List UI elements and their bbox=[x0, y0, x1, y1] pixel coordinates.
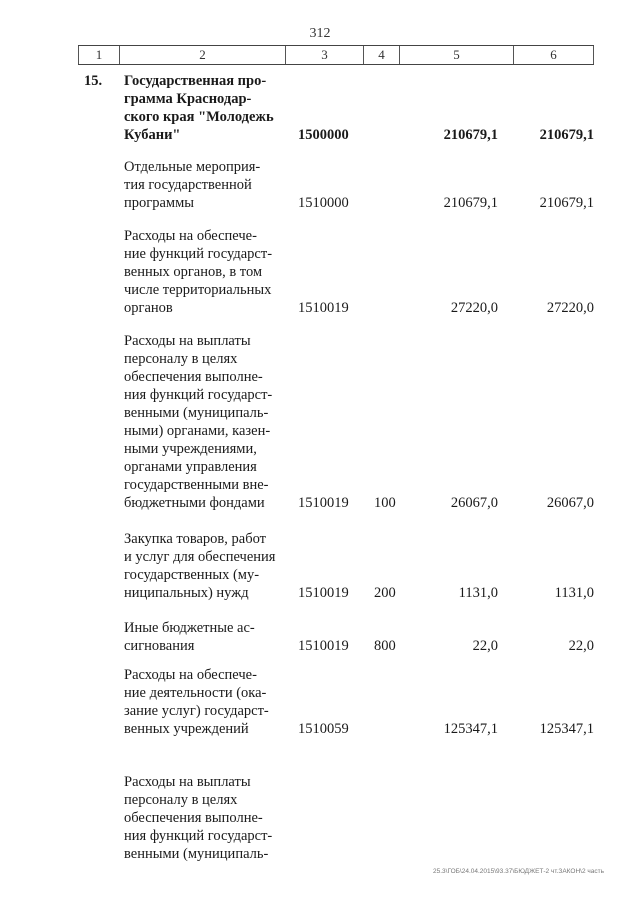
description-line: ния функций государст- bbox=[124, 387, 273, 403]
row-description bbox=[124, 332, 284, 512]
description-line: Иные бюджетные ас- bbox=[124, 620, 255, 636]
column-1-number: 1 bbox=[78, 46, 120, 64]
target-code: 1510019 bbox=[298, 585, 349, 601]
description-line: ского края "Молодежь bbox=[124, 109, 274, 125]
amount-col-6: 210679,1 bbox=[539, 127, 594, 143]
description-line: Кубани" bbox=[124, 127, 181, 143]
amount-col-6: 27220,0 bbox=[546, 300, 594, 316]
amount-col-5: 210679,1 bbox=[443, 195, 498, 211]
description-line: ными учреждениями, bbox=[124, 441, 257, 457]
amount-col-6: 26067,0 bbox=[546, 495, 594, 511]
column-6-number: 6 bbox=[514, 46, 594, 64]
description-line: государственными вне- bbox=[124, 477, 269, 493]
expense-type: 200 bbox=[374, 585, 396, 601]
description-line: венными (муниципаль- bbox=[124, 405, 269, 421]
description-line: государственных (му- bbox=[124, 567, 260, 583]
description-line: грамма Краснодар- bbox=[124, 91, 252, 107]
row-number: 15. bbox=[84, 73, 103, 89]
column-4-number: 4 bbox=[364, 46, 400, 64]
description-line: Закупка товаров, работ bbox=[124, 531, 266, 547]
description-line: программы bbox=[124, 195, 194, 211]
amount-col-5: 26067,0 bbox=[450, 495, 498, 511]
amount-col-5: 27220,0 bbox=[450, 300, 498, 316]
description-line: числе территориальных bbox=[124, 282, 272, 298]
row-description bbox=[124, 666, 284, 738]
description-line: ние деятельности (ока- bbox=[124, 685, 267, 701]
row-description bbox=[124, 530, 284, 602]
description-line: бюджетными фондами bbox=[124, 495, 265, 511]
target-code: 1510019 bbox=[298, 495, 349, 511]
amount-col-6: 210679,1 bbox=[539, 195, 594, 211]
column-5-number: 5 bbox=[400, 46, 514, 64]
target-code: 1510000 bbox=[298, 195, 349, 211]
row-description bbox=[124, 72, 284, 144]
expense-type: 100 bbox=[374, 495, 396, 511]
description-line: ния функций государст- bbox=[124, 828, 273, 844]
row-description bbox=[124, 773, 284, 863]
document-footer: 25.3\ГОБ\24.04.2015\93.37\БЮДЖЕТ-2 чт.ЗАКОН\2 часть bbox=[432, 868, 604, 875]
amount-col-5: 22,0 bbox=[472, 638, 498, 654]
description-line: персоналу в целях bbox=[124, 351, 238, 367]
description-line: Расходы на выплаты bbox=[124, 774, 251, 790]
amount-col-5: 210679,1 bbox=[443, 127, 498, 143]
target-code: 1510019 bbox=[298, 638, 349, 654]
column-2-number: 2 bbox=[120, 46, 286, 64]
row-description bbox=[124, 158, 284, 212]
description-line: ние функций государст- bbox=[124, 246, 273, 262]
description-line: ниципальных) нужд bbox=[124, 585, 249, 601]
description-line: ными) органами, казен- bbox=[124, 423, 271, 439]
amount-col-5: 1131,0 bbox=[458, 585, 498, 601]
description-line: тия государственной bbox=[124, 177, 252, 193]
amount-col-6: 125347,1 bbox=[539, 721, 594, 737]
description-line: и услуг для обеспечения bbox=[124, 549, 276, 565]
amount-col-6: 1131,0 bbox=[554, 585, 594, 601]
page-number: 312 bbox=[309, 26, 331, 41]
description-line: Расходы на обеспече- bbox=[124, 228, 257, 244]
amount-col-6: 22,0 bbox=[568, 638, 594, 654]
row-description bbox=[124, 619, 284, 655]
description-line: Расходы на обеспече- bbox=[124, 667, 257, 683]
description-line: персоналу в целях bbox=[124, 792, 238, 808]
description-line: венными (муниципаль- bbox=[124, 846, 269, 862]
description-line: органов bbox=[124, 300, 173, 316]
description-line: Расходы на выплаты bbox=[124, 333, 251, 349]
description-line: сигнования bbox=[124, 638, 195, 654]
target-code: 1510019 bbox=[298, 300, 349, 316]
row-description bbox=[124, 227, 284, 317]
description-line: зание услуг) государст- bbox=[124, 703, 269, 719]
description-line: Отдельные мероприя- bbox=[124, 159, 261, 175]
description-line: Государственная про- bbox=[124, 73, 267, 89]
amount-col-5: 125347,1 bbox=[443, 721, 498, 737]
column-3-number: 3 bbox=[286, 46, 364, 64]
description-line: органами управления bbox=[124, 459, 257, 475]
target-code: 1510059 bbox=[298, 721, 349, 737]
target-code: 1500000 bbox=[298, 127, 349, 143]
description-line: обеспечения выполне- bbox=[124, 810, 263, 826]
description-line: венных органов, в том bbox=[124, 264, 263, 280]
description-line: венных учреждений bbox=[124, 721, 249, 737]
description-line: обеспечения выполне- bbox=[124, 369, 263, 385]
column-number-header bbox=[78, 45, 594, 65]
expense-type: 800 bbox=[374, 638, 396, 654]
